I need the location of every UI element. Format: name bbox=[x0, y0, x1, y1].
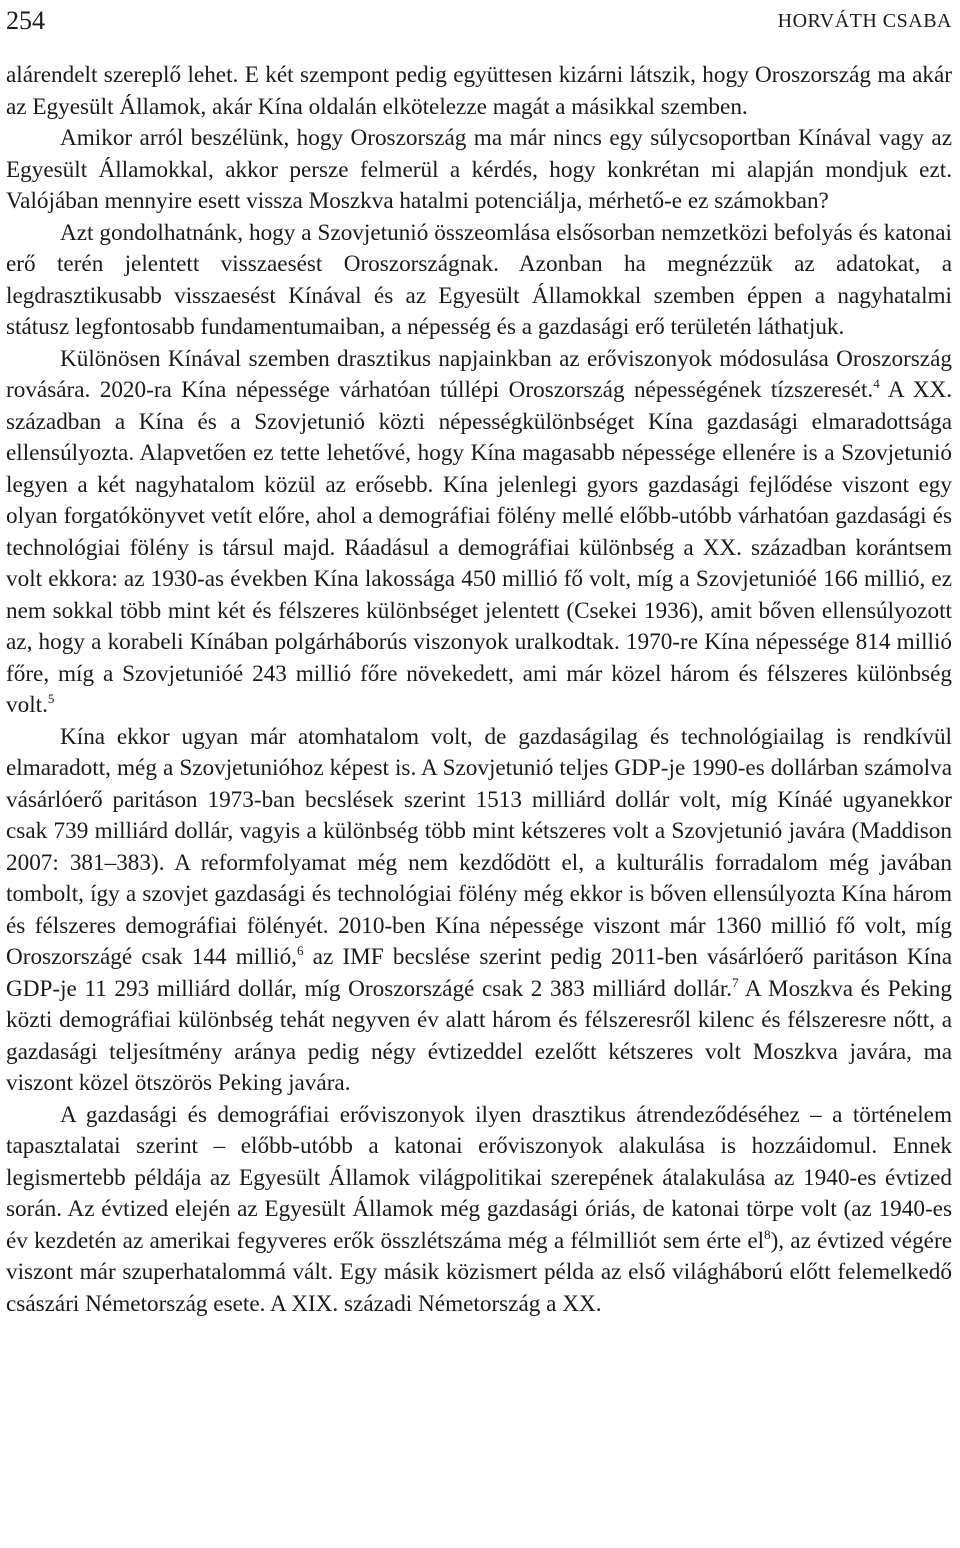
paragraph bbox=[6, 344, 952, 722]
paragraph bbox=[6, 722, 952, 1100]
running-head: HORVÁTH CSABA bbox=[777, 10, 952, 32]
paragraph-text: Különösen Kínával szemben drasztikus napjainkban az erőviszonyok módosulása Oroszország rovására. 2020-ra Kína népessége várhatóan túllépi Oroszország népességének tízszeresét. bbox=[6, 345, 952, 403]
footnote-marker: 4 bbox=[873, 376, 880, 391]
page-header bbox=[6, 4, 952, 38]
paragraph: Azt gondolhatnánk, hogy a Szovjetunió összeomlása elsősorban nemzetközi befolyás és katonai erő terén jelentett visszaesést Oroszországnak. Azonban ha megnézzük az adatokat, a legdrasztikusabb visszaesést Kínával és az Egyesült Államokkal szemben éppen a nagyhatalmi státusz legfontosabb fundamentumaiban, a népesség és a gazdasági erő területén láthatjuk. bbox=[6, 219, 952, 340]
paragraph: alárendelt szereplő lehet. E két szempont pedig együttesen kizárni látszik, hogy Oroszország ma akár az Egyesült Államok, akár Kína oldalán elkötelezze magát a másikkal szemben. bbox=[6, 62, 952, 120]
footnote-marker: 7 bbox=[732, 974, 739, 990]
paragraph bbox=[6, 1100, 952, 1321]
footnote-marker: 6 bbox=[296, 943, 304, 958]
footnote-marker: 5 bbox=[47, 691, 55, 706]
paragraph: Amikor arról beszélünk, hogy Oroszország ma már nincs egy súlycsoportban Kínával vagy az Egyesült Államokkal, akkor persze felmerül a kérdés, hogy konkrétan mi alapján mondjuk ezt. Valójában mennyire esett vissza Moszkva hatalmi potenciálja, mérhető-e ez számokban? bbox=[6, 125, 952, 214]
footnote-marker: 8 bbox=[764, 1226, 771, 1242]
paragraph-text: A gazdasági és demográfiai erőviszonyok ilyen drasztikus átrendeződéséhez – a történelem tapasztalatai szerint – előbb-utóbb a katonai erőviszonyok alakulása is hozzáidomul. Ennek legismertebb példája az Egyesült Államok világpolitikai szerepének átalakulása az 1940-es évtized során. Az évtized elején az Egyesült Államok még gazdasági óriás, de katonai törpe volt (az 1940-es év kezdetén az amerikai fegyveres erők összlétszáma még a félmilliót sem érte el bbox=[6, 1101, 952, 1254]
paragraph-text: Kína ekkor ugyan már atomhatalom volt, de gazdaságilag és technológiailag is rendkívül elmaradott, még a Szovjetunióhoz képest is. A Szovjetunió teljes GDP-je 1990-es dollárban számolva vásárlóerő paritáson 1973-ban becslések szerint 1513 milliárd dollár volt, míg Kínáé ugyanekkor csak 739 milliárd dollár, vagyis a különbség több mint kétszeres volt a Szovjetunió javára (Maddison 2007: 381–383). A reformfolyamat még nem kezdődött el, a kulturális forradalom még javában tombolt, így a szovjet gazdasági és technológiai fölény még ekkor is bőven ellensúlyozta Kína három és félszeres demográfiai fölényét. 2010-ben Kína népessége viszont már 1360 millió fő volt, míg Oroszországé csak 144 millió, bbox=[6, 723, 952, 970]
paragraph-text: az IMF becslése szerint pedig 2011-ben vásárlóerő paritáson Kína GDP-je 11 293 milliárd dollár, míg Oroszországé csak 2 383 milliárd dollár. bbox=[6, 944, 952, 1002]
page-number: 254 bbox=[6, 6, 45, 35]
body-text bbox=[6, 60, 952, 1320]
paragraph-text: A Moszkva és Peking közti demográfiai különbség tehát negyven év alatt három és félszeresről kilenc és félszeresre nőtt, a gazdasági teljesítmény aránya pedig négy évtizeddel ezelőtt kétszeres volt Moszkva javára, ma viszont közel ötszörös Peking javára. bbox=[6, 975, 952, 1096]
paragraph-text: ), az évtized végére viszont már szuperhatalommá vált. Egy másik közismert példa az első világháború előtt felemelkedő császári Németország esete. A XIX. századi Németország a XX. bbox=[6, 1227, 952, 1317]
paragraph-text: A XX. században a Kína és a Szovjetunió közti népességkülönbséget Kína gazdasági elmaradottsága ellensúlyozta. Alapvetően ez tette lehetővé, hogy Kína magasabb népessége ellenére is a Szovjetunió legyen a két nagyhatalom közül az erősebb. Kína jelenlegi gyors gazdasági fejlődése viszont egy olyan forgatókönyvet vetít előre, ahol a demográfiai fölény mellé előbb-utóbb várhatóan gazdasági és technológiai fölény is társul majd. Ráadásul a demográfiai különbség a XX. században korántsem volt ekkora: az 1930-as években Kína lakossága 450 millió fő volt, míg a Szovjetunióé 166 millió, ez nem sokkal több mint két és félszeres különbséget jelentett (Csekei 1936), amit bőven ellensúlyozott az, hogy a korabeli Kínában polgárháborús viszonyok uralkodtak. 1970-re Kína népessége 814 millió főre, míg a Szovjetunióé 243 millió főre növekedett, ami már közel három és félszeres különbség volt. bbox=[6, 377, 952, 718]
